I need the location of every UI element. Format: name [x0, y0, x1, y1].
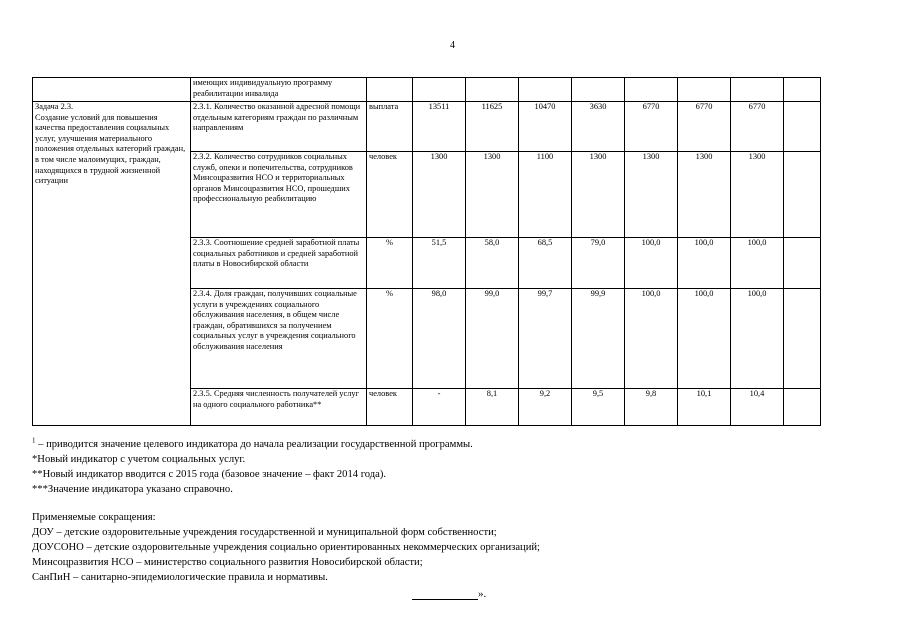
value-cell: 100,0	[678, 289, 731, 389]
value-cell: 6770	[625, 102, 678, 152]
value-cell: 99,7	[519, 289, 572, 389]
footnote-mark: 1	[32, 436, 36, 445]
closing-mark: ».	[412, 588, 486, 600]
value-cell: -	[413, 389, 466, 426]
unit-cell: человек	[367, 389, 413, 426]
value-cell: 1300	[413, 152, 466, 238]
value-cell: 9,8	[625, 389, 678, 426]
unit-cell: человек	[367, 152, 413, 238]
value-cell: 1300	[625, 152, 678, 238]
indicators-table	[32, 77, 821, 426]
footnote-2: *Новый индикатор с учетом социальных услуг.	[32, 454, 246, 465]
abbreviations-heading: Применяемые сокращения:	[32, 512, 156, 523]
footnote-1: $^1$ – приводится значение целевого индикатора до начала реализации государственной программы.	[32, 436, 473, 450]
value-cell: 1300	[678, 152, 731, 238]
unit-cell: выплата	[367, 102, 413, 152]
footnotes	[32, 437, 872, 585]
unit-cell: %	[367, 289, 413, 389]
abbreviation-item: СанПиН – санитарно-эпидемиологические правила и нормативы.	[32, 572, 328, 583]
value-cell: 100,0	[625, 289, 678, 389]
abbreviation-item: ДОУСОНО – детские оздоровительные учреждения социально ориентированных некоммерческих организаций;	[32, 542, 540, 553]
value-cell: 1100	[519, 152, 572, 238]
indicator-cell: 2.3.4. Доля граждан, получивших социальные услуги в учреждениях социального обслуживания населения, в общем числе граждан, обратившихся за получением социальных услуг в учреждения социального обслуживания населения	[191, 289, 367, 389]
value-cell: 10,4	[731, 389, 784, 426]
value-cell: 79,0	[572, 238, 625, 289]
value-cell: 8,1	[466, 389, 519, 426]
abbreviation-item: Минсоцразвития НСО – министерство социального развития Новосибирской области;	[32, 557, 423, 568]
value-cell: 99,0	[466, 289, 519, 389]
task-cell: Задача 2.3. Создание условий для повышения качества предоставления социальных услуг, улучшения материального положения отдельных категорий граждан, в том числе малоимущих, граждан, находящихся в трудной жизненной ситуации	[33, 102, 191, 426]
value-cell: 6770	[678, 102, 731, 152]
value-cell: 9,5	[572, 389, 625, 426]
value-cell: 10470	[519, 102, 572, 152]
value-cell: 6770	[731, 102, 784, 152]
indicator-cell: 2.3.1. Количество оказанной адресной помощи отдельным категориям граждан по различным направлениям	[191, 102, 367, 152]
indicator-cell: имеющих индивидуальную программу реабилитации инвалида	[191, 78, 367, 102]
task-cell-empty	[33, 78, 191, 102]
value-cell: 10,1	[678, 389, 731, 426]
indicator-cell: 2.3.3. Соотношение средней заработной платы социальных работников и средней заработной платы в Новосибирской области	[191, 238, 367, 289]
value-cell: 11625	[466, 102, 519, 152]
signature-line	[412, 589, 478, 600]
value-cell: 13511	[413, 102, 466, 152]
value-cell: 98,0	[413, 289, 466, 389]
table-row	[33, 102, 821, 152]
value-cell: 9,2	[519, 389, 572, 426]
abbreviation-item: ДОУ – детские оздоровительные учреждения государственной и муниципальной форм собственности;	[32, 527, 497, 538]
value-cell: 1300	[572, 152, 625, 238]
page-number: 4	[450, 40, 455, 51]
footnote-4: ***Значение индикатора указано справочно.	[32, 484, 233, 495]
value-cell: 51,5	[413, 238, 466, 289]
indicator-cell: 2.3.2. Количество сотрудников социальных служб, опеки и попечительства, сотрудников Минсоцразвития НСО и территориальных органов Минсоцразвития НСО, прошедших профессиональную реабилитацию	[191, 152, 367, 238]
value-cell: 100,0	[678, 238, 731, 289]
unit-cell: %	[367, 238, 413, 289]
value-cell: 68,5	[519, 238, 572, 289]
value-cell: 99,9	[572, 289, 625, 389]
value-cell: 58,0	[466, 238, 519, 289]
value-cell: 100,0	[731, 238, 784, 289]
value-cell: 100,0	[731, 289, 784, 389]
value-cell: 1300	[466, 152, 519, 238]
table-row-continuation	[33, 78, 821, 102]
value-cell: 1300	[731, 152, 784, 238]
footnote-3: **Новый индикатор вводится с 2015 года (базовое значение – факт 2014 года).	[32, 469, 387, 480]
indicator-cell: 2.3.5. Средняя численность получателей услуг на одного социального работника**	[191, 389, 367, 426]
value-cell: 100,0	[625, 238, 678, 289]
value-cell: 3630	[572, 102, 625, 152]
